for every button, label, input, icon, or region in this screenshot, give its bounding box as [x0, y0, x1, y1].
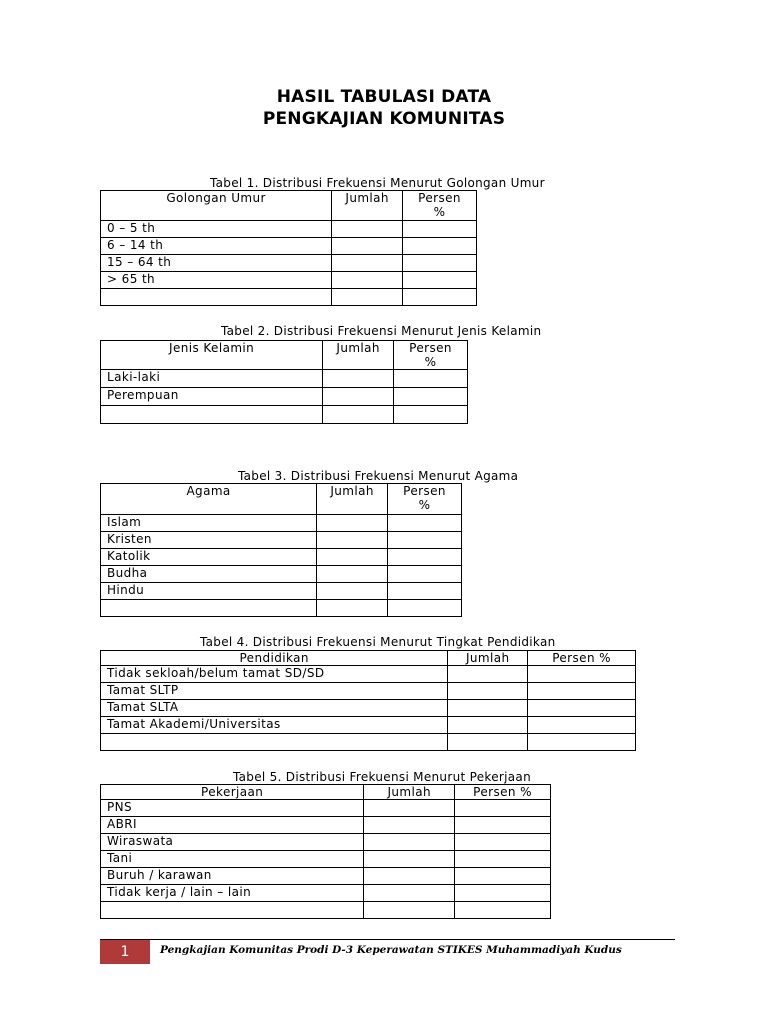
table-row: > 65 th — [101, 272, 332, 289]
percent-cell[interactable] — [403, 238, 477, 255]
percent-sign: % — [433, 205, 446, 219]
count-cell[interactable] — [364, 885, 455, 902]
table-4-caption: Tabel 4. Distribusi Frekuensi Menurut Tingkat Pendidikan — [200, 635, 556, 649]
count-cell[interactable] — [332, 221, 403, 238]
table-row: 6 – 14 th — [101, 238, 332, 255]
percent-cell[interactable] — [455, 834, 551, 851]
percent-cell[interactable] — [388, 515, 462, 532]
count-cell[interactable] — [364, 800, 455, 817]
title-line-2: PENGKAJIAN KOMUNITAS — [262, 109, 506, 129]
table-2-header-category: Jenis Kelamin — [101, 341, 323, 370]
count-cell[interactable] — [448, 734, 528, 751]
table-2-caption: Tabel 2. Distribusi Frekuensi Menurut Jenis Kelamin — [221, 324, 542, 338]
table-row: Tani — [101, 851, 364, 868]
table-row: Tidak kerja / lain – lain — [101, 885, 364, 902]
table-3-header-count: Jumlah — [317, 484, 388, 515]
percent-cell[interactable] — [394, 388, 468, 406]
table-row: Tamat SLTA — [101, 700, 448, 717]
table-row — [101, 600, 317, 617]
persen-label: Persen — [418, 191, 461, 205]
footer-divider — [100, 939, 675, 940]
percent-cell[interactable] — [394, 406, 468, 424]
table-1-header-percent — [403, 191, 477, 221]
percent-cell[interactable] — [388, 566, 462, 583]
count-cell[interactable] — [448, 683, 528, 700]
count-cell[interactable] — [364, 834, 455, 851]
count-cell[interactable] — [364, 817, 455, 834]
table-row: Kristen — [101, 532, 317, 549]
table-row: Laki-laki — [101, 370, 323, 388]
percent-sign: % — [424, 355, 437, 369]
persen-label: Persen — [409, 341, 452, 355]
table-row: Islam — [101, 515, 317, 532]
percent-cell[interactable] — [388, 549, 462, 566]
persen-label: Persen — [403, 484, 446, 498]
table-4 — [100, 650, 636, 751]
table-row: Tamat Akademi/Universitas — [101, 717, 448, 734]
title-line-1: HASIL TABULASI DATA — [276, 87, 492, 107]
table-row — [101, 406, 323, 424]
count-cell[interactable] — [323, 388, 394, 406]
table-3-caption: Tabel 3. Distribusi Frekuensi Menurut Agama — [238, 469, 519, 483]
table-row — [101, 734, 448, 751]
document-title — [0, 86, 768, 130]
percent-cell[interactable] — [528, 683, 636, 700]
table-2 — [100, 340, 468, 424]
table-row: 0 – 5 th — [101, 221, 332, 238]
table-1-header-count: Jumlah — [332, 191, 403, 221]
table-4-header-percent: Persen % — [528, 651, 636, 666]
count-cell[interactable] — [317, 515, 388, 532]
page-number: 1 — [100, 940, 150, 964]
percent-cell[interactable] — [403, 255, 477, 272]
table-4-header-count: Jumlah — [448, 651, 528, 666]
percent-cell[interactable] — [455, 851, 551, 868]
percent-cell[interactable] — [528, 700, 636, 717]
count-cell[interactable] — [332, 255, 403, 272]
table-4-header-category: Pendidikan — [101, 651, 448, 666]
table-5-header-category: Pekerjaan — [101, 785, 364, 800]
count-cell[interactable] — [323, 370, 394, 388]
table-5-caption: Tabel 5. Distribusi Frekuensi Menurut Pekerjaan — [233, 770, 531, 784]
count-cell[interactable] — [323, 406, 394, 424]
percent-cell[interactable] — [388, 600, 462, 617]
table-2-header-percent — [394, 341, 468, 370]
percent-cell[interactable] — [388, 532, 462, 549]
percent-cell[interactable] — [403, 221, 477, 238]
table-5-header-count: Jumlah — [364, 785, 455, 800]
table-row: PNS — [101, 800, 364, 817]
count-cell[interactable] — [364, 851, 455, 868]
table-2-header-count: Jumlah — [323, 341, 394, 370]
percent-cell[interactable] — [455, 902, 551, 919]
table-row: Tidak sekloah/belum tamat SD/SD — [101, 666, 448, 683]
count-cell[interactable] — [448, 666, 528, 683]
percent-cell[interactable] — [528, 734, 636, 751]
percent-cell[interactable] — [388, 583, 462, 600]
percent-cell[interactable] — [394, 370, 468, 388]
count-cell[interactable] — [332, 272, 403, 289]
count-cell[interactable] — [317, 549, 388, 566]
percent-cell[interactable] — [455, 885, 551, 902]
table-1-caption: Tabel 1. Distribusi Frekuensi Menurut Golongan Umur — [210, 176, 545, 190]
percent-cell[interactable] — [455, 800, 551, 817]
count-cell[interactable] — [448, 700, 528, 717]
count-cell[interactable] — [317, 532, 388, 549]
table-row: 15 – 64 th — [101, 255, 332, 272]
table-3-header-category: Agama — [101, 484, 317, 515]
table-5-header-percent: Persen % — [455, 785, 551, 800]
count-cell[interactable] — [364, 902, 455, 919]
table-row: Wiraswata — [101, 834, 364, 851]
table-3-header-percent — [388, 484, 462, 515]
count-cell[interactable] — [332, 289, 403, 306]
footer-text: Pengkajian Komunitas Prodi D-3 Keperawatan STIKES Muhammadiyah Kudus — [160, 944, 622, 956]
percent-cell[interactable] — [455, 868, 551, 885]
table-row: Katolik — [101, 549, 317, 566]
count-cell[interactable] — [448, 717, 528, 734]
table-row: Tamat SLTP — [101, 683, 448, 700]
table-row: Budha — [101, 566, 317, 583]
count-cell[interactable] — [364, 868, 455, 885]
table-row: Buruh / karawan — [101, 868, 364, 885]
table-5 — [100, 784, 551, 919]
percent-cell[interactable] — [403, 289, 477, 306]
count-cell[interactable] — [317, 566, 388, 583]
table-1 — [100, 190, 477, 306]
count-cell[interactable] — [317, 583, 388, 600]
table-3 — [100, 483, 462, 617]
table-row: ABRI — [101, 817, 364, 834]
table-row: Hindu — [101, 583, 317, 600]
percent-sign: % — [418, 498, 431, 512]
percent-cell[interactable] — [528, 717, 636, 734]
table-row — [101, 902, 364, 919]
table-row: Perempuan — [101, 388, 323, 406]
count-cell[interactable] — [332, 238, 403, 255]
percent-cell[interactable] — [455, 817, 551, 834]
table-row — [101, 289, 332, 306]
percent-cell[interactable] — [528, 666, 636, 683]
percent-cell[interactable] — [403, 272, 477, 289]
count-cell[interactable] — [317, 600, 388, 617]
table-1-header-category: Golongan Umur — [101, 191, 332, 221]
